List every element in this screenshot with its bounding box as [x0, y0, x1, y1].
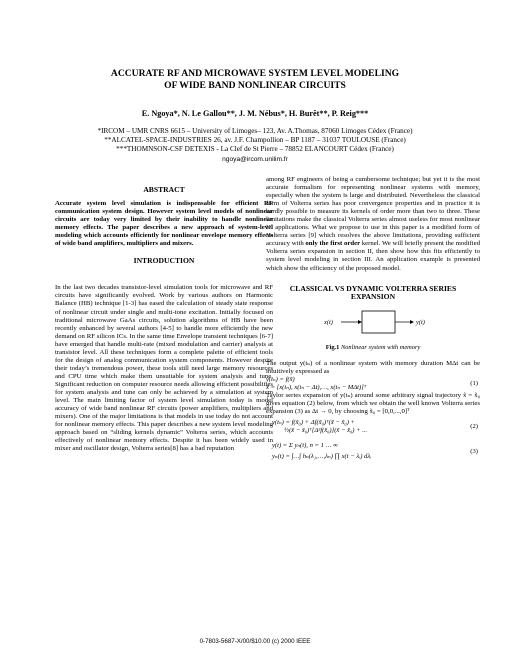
figure-caption-text: Nonlinear system with memory [340, 343, 421, 351]
introduction-heading: INTRODUCTION [133, 256, 195, 266]
equation-3 [266, 440, 480, 462]
author-list: E. Ngoya*, N. Le Gallou**, J. M. Nébus*, H. Burêt**, P. Reig*** [141, 109, 369, 118]
affiliation-3: ***THOMNSON-CSF DETEXIS - La Clef de St Pierre – 78852 ELANCOURT Cédex (France) [116, 145, 394, 154]
abstract-heading: ABSTRACT [143, 185, 185, 194]
equation-2-line-2: ½(x̃ − x̃₀)ᵀ[Δ²f(x̃₀)](x̃ − x̃₀) + ... [284, 426, 368, 434]
right-paragraph-3: Taylor series expansion of y(tₙ) around some arbitrary signal trajectory x̃ = x̃₀ gives equation (2) below, from which we obtain the well known Volterra series expansion (3) as Δt → 0, by choosing x̃₀ = [0,0,...,0]ᵀ [266, 391, 480, 415]
diagram-output-label: y(t) [416, 318, 425, 326]
section-2-heading-line-1: CLASSICAL VS DYNAMIC VOLTERRA SERIES [289, 283, 457, 293]
diagram-input-label: x(t) [324, 318, 333, 326]
equation-2-number: (2) [470, 422, 478, 430]
equation-1-number: (1) [470, 379, 478, 387]
equation-1-line-2: x̃ = [x(tₙ), x(tₙ − Δt),…, x(tₙ − MΔt)]ᵀ [266, 383, 367, 391]
affiliation-2: **ALCATEL-SPACE-INDUSTRIES 26, av. J.F. Champollion – BP 1187 – 31037 TOULOUSE (France) [104, 136, 406, 145]
affiliation-1: *IRCOM – UMR CNRS 6615 – University of Limoges– 123, Av. A.Thomas, 87060 Limoges Cédex (France) [97, 127, 413, 135]
figure-1-caption [266, 344, 480, 352]
affiliations [0, 127, 510, 164]
right-paragraph-2: The output y(tₙ) of a nonlinear system with memory duration MΔt can be intuitively expressed as [266, 359, 480, 375]
abstract-text: Accurate system level simulation is indispensable for efficient RF communication system design. However system level models of nonlinear circuits are today very limited by their inability to handle nonlinear memory effects. The paper describes a new approach of system-level modeling which accounts efficiently for nonlinear envelope memory effects of wide band amplifiers, multipliers and mixers. [55, 200, 273, 248]
system-block [362, 311, 395, 333]
input-arrowhead [358, 320, 362, 324]
right-para-1-text-b: kernel. We will briefly present the modified Volterra series expansion in section II, then show how this fits efficiently to system level modeling in section III. An application example is presented which show the efficiency of the proposed model. [266, 240, 480, 272]
system-block-diagram [266, 307, 480, 343]
output-arrowhead [410, 320, 414, 324]
title-line-1: ACCURATE RF AND MICROWAVE SYSTEM LEVEL MODELING [110, 68, 400, 79]
equation-3-line-2: yₙ(t) = ∫…∫ hₙ(λ₁,…,λₙ) ∏ x(t − λᵢ) dλᵢ [272, 452, 372, 460]
copyright-footer: 0-7803-5687-X/00/$10.00 (c) 2000 IEEE [199, 638, 311, 645]
equation-3-line-1: y(t) = Σ yₙ(t), n = 1 … ∞ [272, 441, 338, 449]
paper-title [0, 68, 510, 92]
right-column [266, 176, 480, 462]
introduction-text: In the last two decades transistor-level simulation tools for microwave and RF circuits have significantly evolved. Work by various authors on Harmonic Balance (HB) technique [1-3] has eased the calculation of steady state response of nonlinear circuit under single and multi-tone excitation. Initially focused on traditional microwave GaAs circuits, solution algorithms of HB have been recently enhanced by several authors [4-5] to handle more efficiently the new demand on RF silicon ICs. In the same time Envelope transient techniques [6-7] have emerged that handle multi-rate (mixed modulation and carrier) analysis at transistor level. All these techniques form a complete palette of efficient tools for the design of analog communication system components. However despite their today’s tremendous power, these tools still need large memory resources and CPU time which make them unsuitable for system analysis and tune. Significant reduction on computer resource needs allowing efficient possibilities for system analysis and tune can only be achieved by a simulation at system level. The main limiting factor of system level simulation today is model accuracy of wide band nonlinear RF circuits (power amplifiers, multipliers and mixers). One of the major limitations is that models in use today do not account for nonlinear memory effects. This paper describes a new system level modeling approach based on “sliding kernels dynamic” Volterra series, which accounts effectively of nonlinear memory effects. Despite it has been widely used in mixer and oscillator design, Volterra series[8] has a bad reputation [55, 284, 273, 453]
figure-label: Fig.1 [325, 343, 340, 351]
right-para-1-bold: only the first order [305, 240, 361, 248]
equation-2 [266, 419, 480, 435]
title-line-2: OF WIDE BAND NONLINEAR CIRCUITS [164, 80, 346, 91]
equation-2-line-1: y(tₙ) = f(x̃₀) + Δf(x̃₀)ᵀ(x̃ − x̃₀) + [272, 418, 355, 426]
equation-3-number: (3) [470, 447, 478, 455]
right-para-1-text-a: among RF engineers of being a cumbersome technique; but yet it is the most accurate formalism for representing nonlinear systems with memory, especially when the system is large and distributed. Nevertheless the classical form of Volterra series has poor convergence properties and in practice it is hardly possible to measure its kernels of order more than two to three. These limitations make the classical Volterra series almost useless for most nonlinear IC applications. What we propose to use in this paper is a modified form of Volterra series [9] which resolves the above limitations, providing sufficient accuracy with [266, 176, 480, 248]
equation-1 [266, 376, 480, 392]
section-2-heading [266, 285, 480, 301]
right-paragraph-1 [266, 176, 480, 273]
left-column [55, 186, 273, 453]
contact-email: ngoya@ircom.unilim.fr [222, 155, 288, 163]
equation-1-line-1: y(tₙ) = f(x̃) [266, 375, 295, 383]
section-2-heading-line-2: EXPANSION [350, 291, 396, 301]
figure-1-diagram [266, 307, 480, 343]
